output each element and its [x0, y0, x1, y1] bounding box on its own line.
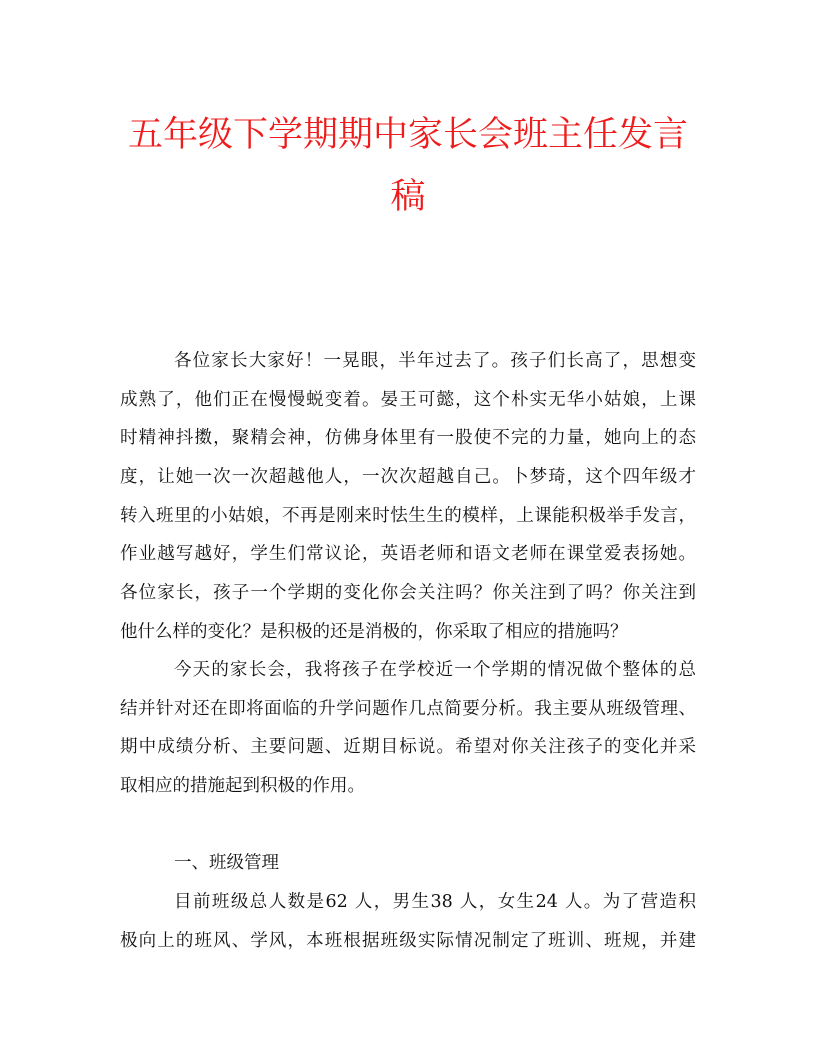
- paragraph-greeting: [120, 342, 696, 652]
- text-line: 成熟了，他们正在慢慢蜕变着。晏王可懿，这个朴实无华小姑娘，上课: [120, 389, 696, 410]
- text-line: 今天的家长会，我将孩子在学校近一个学期的情况做个整体的总: [174, 660, 696, 680]
- paragraph-meeting-intro: [120, 651, 696, 806]
- text-line: 作业越写越好，学生们常议论，英语老师和语文老师在课堂爱表扬她。: [120, 544, 696, 565]
- section-heading: 一、班级管理: [174, 853, 279, 873]
- text-line: 取相应的措施起到积极的作用。: [120, 776, 365, 797]
- text-line: 目前班级总人数是62 人，男生38 人，女生24 人。为了营造积: [174, 892, 696, 912]
- text-line: 各位家长，孩子一个学期的变化你会关注吗？你关注到了吗？你关注到: [120, 583, 696, 604]
- text-line: 度，让她一次一次超越他人，一次次超越自己。卜梦琦，这个四年级才: [120, 467, 696, 488]
- text-line: 极向上的班风、学风，本班根据班级实际情况制定了班训、班规，并建: [120, 930, 696, 951]
- text-line: 他什么样的变化？是积极的还是消极的，你采取了相应的措施吗？: [120, 621, 628, 642]
- text-line: 结并针对还在即将面临的升学问题作几点简要分析。我主要从班级管理、: [120, 698, 696, 719]
- text-line: 各位家长大家好！一晃眼，半年过去了。孩子们长高了，思想变: [174, 351, 696, 371]
- text-line: 转入班里的小姑娘，不再是刚来时怯生生的模样，上课能积极举手发言，: [120, 505, 696, 526]
- section-heading-class-management: [120, 844, 696, 883]
- document-title-line-2: 稿: [390, 177, 426, 217]
- paragraph-class-size: [120, 883, 696, 960]
- document-title-line-1: 五年级下学期期中家长会班主任发言: [127, 115, 688, 155]
- text-line: 时精神抖擞，聚精会神，仿佛身体里有一股使不完的力量，她向上的态: [120, 428, 696, 449]
- text-line: 期中成绩分析、主要问题、近期目标说。希望对你关注孩子的变化并采: [120, 737, 696, 758]
